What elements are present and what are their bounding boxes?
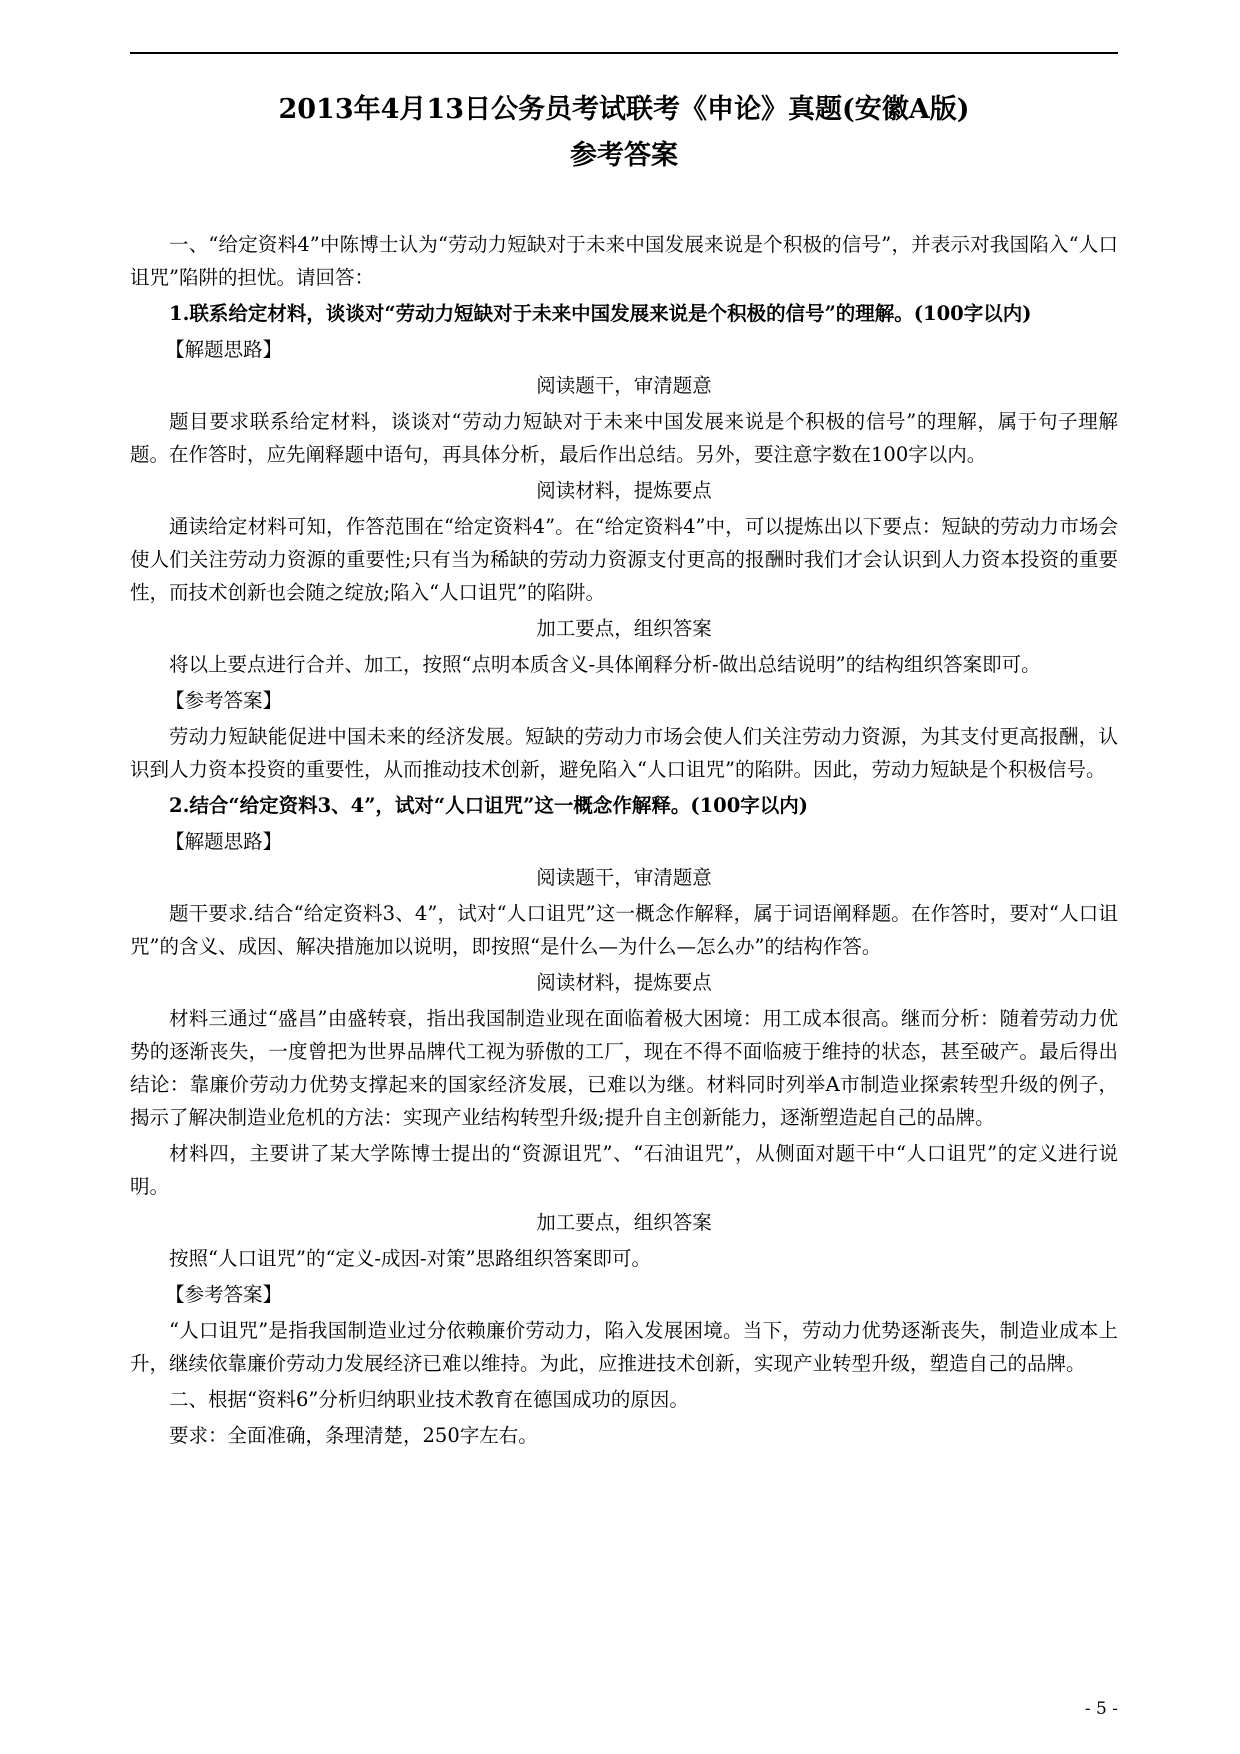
paragraph-question-2: 二、根据“资料6”分析归纳职业技术教育在德国成功的原因。 [169, 1388, 689, 1411]
page-number: - 5 - [1084, 1699, 1118, 1719]
header-rule [130, 52, 1118, 54]
section-label-approach: 【解题思路】 [165, 830, 283, 853]
paragraph: 题干要求.结合“给定资料3、4”，试对“人口诅咒”这一概念作解释，属于词语阐释题。在作答时，要对“人口诅咒”的含义、成因、解决措施加以说明，即按照“是什么—为什么—怎么办”的结构作答。 [130, 902, 1118, 958]
paragraph-answer: 劳动力短缺能促进中国未来的经济发展。短缺的劳动力市场会使人们关注劳动力资源，为其支付更高报酬，认识到人力资本投资的重要性，从而推动技术创新，避免陷入“人口诅咒”的陷阱。因此，劳动力短缺是个积极信号。 [130, 725, 1118, 781]
document-title: 2013年4月13日公务员考试联考《申论》真题(安徽A版) [278, 94, 970, 125]
paragraph-question-1-2: 2.结合“给定资料3、4”，试对“人口诅咒”这一概念作解释。(100字以内) [169, 794, 809, 817]
paragraph: 材料四，主要讲了某大学陈博士提出的“资源诅咒”、“石油诅咒”，从侧面对题干中“人口诅咒”的定义进行说明。 [130, 1142, 1118, 1198]
step-heading: 阅读材料，提炼要点 [536, 971, 712, 994]
section-label-answer: 【参考答案】 [165, 1283, 283, 1306]
step-heading: 阅读题干，审清题意 [536, 866, 712, 889]
document-subtitle: 参考答案 [570, 140, 678, 171]
paragraph: 题目要求联系给定材料，谈谈对“劳动力短缺对于未来中国发展来说是个积极的信号”的理解，属于句子理解题。在作答时，应先阐释题中语句，再具体分析，最后作出总结。另外，要注意字数在100字以内。 [130, 410, 1118, 466]
section-label-approach: 【解题思路】 [165, 338, 283, 361]
step-heading: 阅读材料，提炼要点 [536, 479, 712, 502]
paragraph: 将以上要点进行合并、加工，按照“点明本质含义-具体阐释分析-做出总结说明”的结构组织答案即可。 [169, 653, 1041, 676]
paragraph-answer: “人口诅咒”是指我国制造业过分依赖廉价劳动力，陷入发展困境。当下，劳动力优势逐渐丧失，制造业成本上升，继续依靠廉价劳动力发展经济已难以维持。为此，应推进技术创新，实现产业转型升级，塑造自己的品牌。 [130, 1319, 1118, 1375]
step-heading: 阅读题干，审清题意 [536, 374, 712, 397]
paragraph-requirement: 要求：全面准确，条理清楚，250字左右。 [169, 1424, 538, 1447]
paragraph: 按照“人口诅咒”的“定义-成因-对策”思路组织答案即可。 [169, 1247, 652, 1270]
section-label-answer: 【参考答案】 [165, 689, 283, 712]
document-body [130, 228, 1118, 1455]
paragraph-question-1-1: 1.联系给定材料，谈谈对“劳动力短缺对于未来中国发展来说是个积极的信号”的理解。(100字以内) [169, 302, 1032, 325]
paragraph-question-1-intro: 一、“给定资料4”中陈博士认为“劳动力短缺对于未来中国发展来说是个积极的信号”，并表示对我国陷入“人口诅咒”陷阱的担忧。请回答： [130, 233, 1118, 289]
step-heading: 加工要点，组织答案 [536, 617, 712, 640]
paragraph: 通读给定材料可知，作答范围在“给定资料4”。在“给定资料4”中，可以提炼出以下要点：短缺的劳动力市场会使人们关注劳动力资源的重要性;只有当为稀缺的劳动力资源支付更高的报酬时我们才会认识到人力资本投资的重要性，而技术创新也会随之绽放;陷入“人口诅咒”的陷阱。 [130, 515, 1118, 604]
paragraph: 材料三通过“盛昌”由盛转衰，指出我国制造业现在面临着极大困境：用工成本很高。继而分析：随着劳动力优势的逐渐丧失，一度曾把为世界品牌代工视为骄傲的工厂，现在不得不面临疲于维持的状态，甚至破产。最后得出结论：靠廉价劳动力优势支撑起来的国家经济发展，已难以为继。材料同时列举A市制造业探索转型升级的例子，揭示了解决制造业危机的方法：实现产业结构转型升级;提升自主创新能力，逐渐塑造起自己的品牌。 [130, 1007, 1118, 1129]
step-heading: 加工要点，组织答案 [536, 1211, 712, 1234]
